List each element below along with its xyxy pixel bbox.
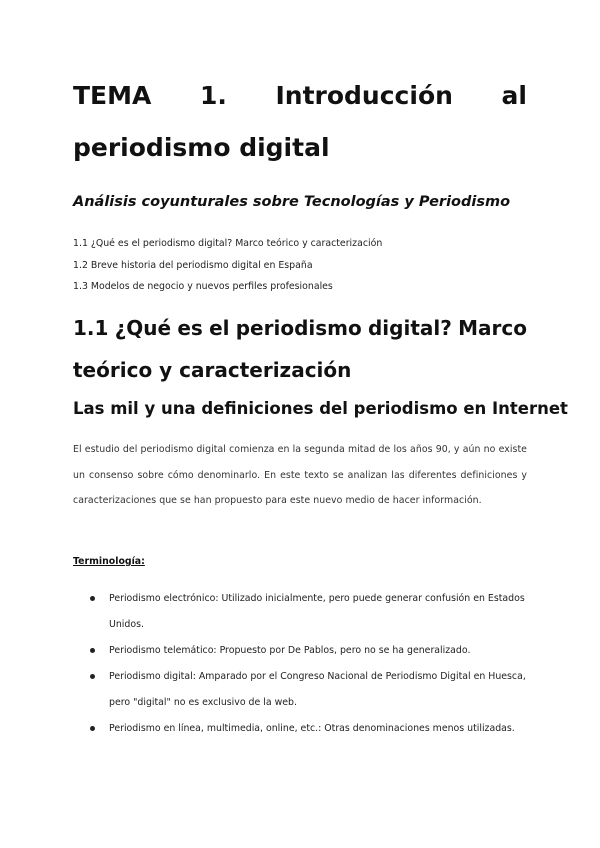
title-line-2: periodismo digital — [73, 133, 330, 162]
bullet-icon — [90, 726, 95, 731]
list-item — [90, 638, 530, 664]
title-word: 1. — [199, 81, 227, 110]
bullet-icon — [90, 648, 95, 653]
toc-item: 1.3 Modelos de negocio y nuevos perfiles profesionales — [73, 281, 333, 292]
section-title-word: periodismo — [235, 316, 362, 340]
list-item-text: Periodismo en línea, multimedia, online, etc.: Otras denominaciones menos utilizadas. — [109, 723, 515, 734]
terminology-label: Terminología: — [73, 556, 145, 567]
toc-item: 1.2 Breve historia del periodismo digital en España — [73, 259, 313, 271]
section-title-line-2: teórico y caracterización — [73, 358, 352, 382]
sub-heading: Las mil y una definiciones del periodismo en Internet — [73, 399, 568, 418]
table-of-contents — [73, 233, 382, 298]
list-item — [90, 664, 530, 716]
section-title-line-1 — [73, 307, 527, 349]
list-item-text: Periodismo electrónico: Utilizado inicialmente, pero puede generar confusión en Estados Unidos. — [109, 593, 525, 630]
bullet-icon — [90, 596, 95, 601]
title-word: al — [501, 81, 527, 110]
document-subtitle: Análisis coyunturales sobre Tecnologías y Periodismo — [73, 194, 511, 210]
section-title-word: es — [177, 316, 203, 340]
section-title-word: ¿Qué — [114, 316, 172, 340]
title-line-1 — [73, 70, 527, 122]
list-item-text: Periodismo telemático: Propuesto por De Pablos, pero no se ha generalizado. — [109, 645, 471, 656]
body-paragraph: El estudio del periodismo digital comienza en la segunda mitad de los años 90, y aún no existe un consenso sobre cómo denominarlo. En este texto se analizan las diferentes definiciones y caracterizaciones que se han propuesto para este nuevo medio de hacer información. — [73, 444, 527, 506]
section-title — [73, 307, 527, 391]
list-item — [90, 716, 530, 742]
toc-item: 1.1 ¿Qué es el periodismo digital? Marco teórico y caracterización — [73, 238, 383, 249]
list-item-text: Periodismo digital: Amparado por el Congreso Nacional de Periodismo Digital en Huesca, pero "digital" no es exclusivo de la web. — [109, 671, 526, 708]
title-word: TEMA — [73, 81, 152, 110]
section-title-word: Marco — [458, 316, 527, 340]
section-title-word: el — [209, 316, 230, 340]
list-item — [90, 586, 530, 638]
bullet-icon — [90, 674, 95, 679]
document-title — [73, 70, 527, 174]
section-title-word: 1.1 — [73, 316, 109, 340]
title-word: Introducción — [275, 81, 453, 110]
section-title-word: digital? — [367, 316, 452, 340]
terminology-list — [90, 586, 530, 742]
